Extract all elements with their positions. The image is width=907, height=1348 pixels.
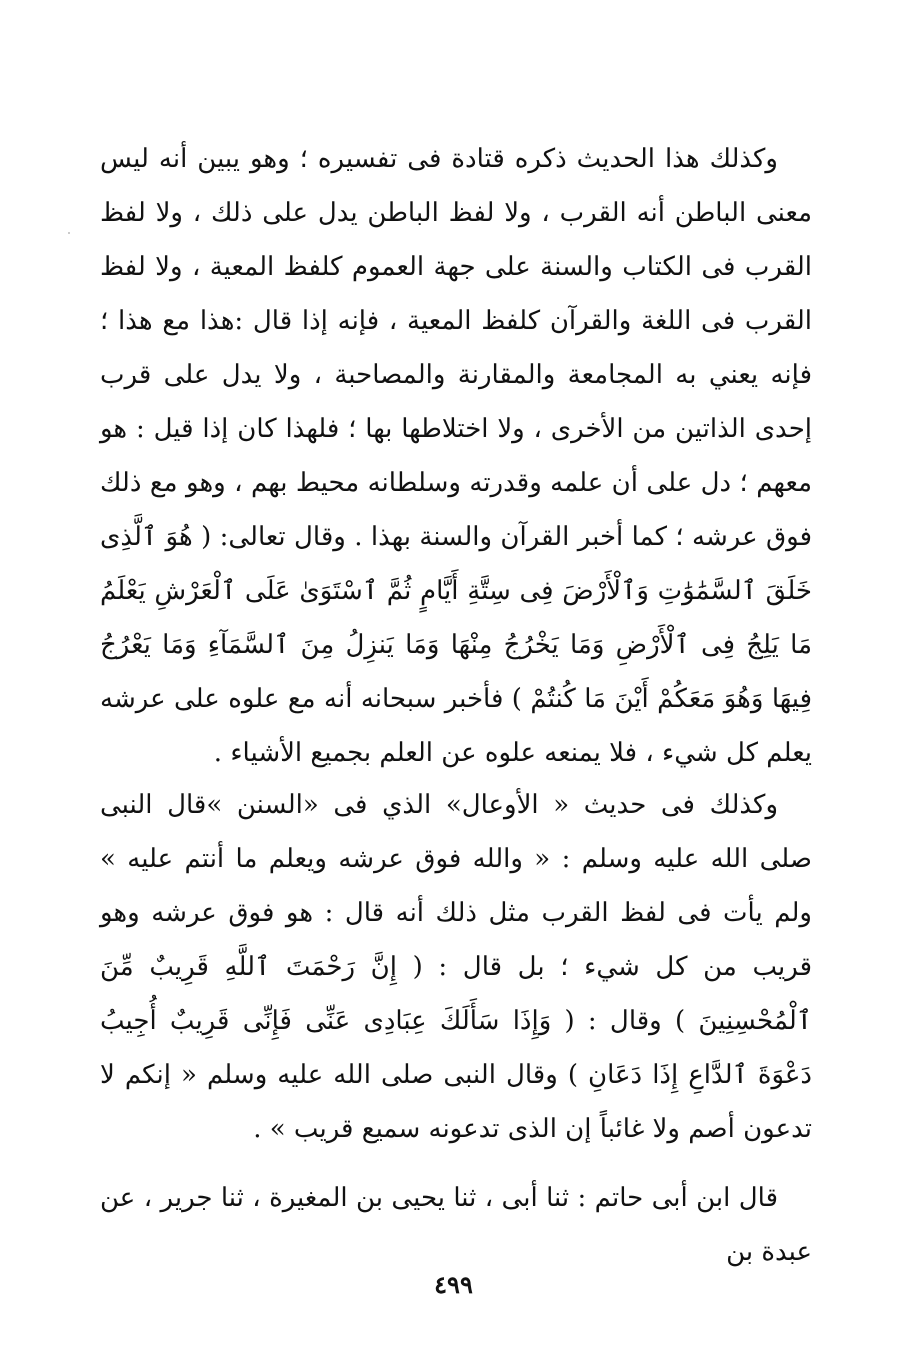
page-number: ٤٩٩: [434, 1270, 473, 1299]
paragraph-2-text: [100, 778, 812, 1156]
scan-speck: [68, 232, 70, 234]
paragraph-1-text: [100, 132, 812, 780]
paragraph-2-after: ) وقال النبى صلى الله عليه وسلم « إنكم لا تدعون أصم ولا غائباً إن الذى تدعونه سميع قريب » .: [100, 1060, 812, 1144]
quran-verse-2: إِنَّ رَحْمَتَ ٱللَّهِ قَرِيبٌ مِّنَ ٱلْمُحْسِنِينَ: [100, 952, 813, 1036]
paragraph-2-middle: ) وقال : (: [564, 1006, 686, 1036]
quran-verse-1: هُوَ ٱلَّذِى خَلَقَ ٱلسَّمَٰوَٰتِ وَٱلْأَرْضَ فِى سِتَّةِ أَيَّامٍ ثُمَّ ٱسْتَوَىٰ عَلَى ٱلْعَرْشِ يَعْلَمُ مَا يَلِجُ فِى ٱلْأَرْضِ وَمَا يَخْرُجُ مِنْهَا وَمَا يَنزِلُ مِنَ ٱلسَّمَآءِ وَمَا يَعْرُجُ فِيهَا وَهُوَ مَعَكُمْ أَيْنَ مَا كُنتُمْ: [100, 522, 813, 714]
quran-verse-3: وَإِذَا سَأَلَكَ عِبَادِى عَنِّى فَإِنِّى قَرِيبٌ أُجِيبُ دَعْوَةَ ٱلدَّاعِ إِذَا دَعَانِ: [100, 1006, 812, 1090]
paragraph-3-text: قال ابن أبى حاتم : ثنا أبى ، ثنا يحيى بن المغيرة ، ثنا جرير ، عن عبدة بن: [100, 1183, 812, 1267]
paragraph-1-after: ) فأخبر سبحانه أنه مع علوه على عرشه يعلم كل شيء ، فلا يمنعه علوه عن العلم بجميع الأشياء .: [100, 684, 812, 768]
paragraph-2: [100, 778, 812, 1156]
paragraph-1-before: وكذلك هذا الحديث ذكره قتادة فى تفسيره ؛ وهو يبين أنه ليس معنى الباطن أنه القرب ، ولا لفظ الباطن يدل على ذلك ، ولا لفظ القرب فى الكتاب والسنة على جهة العموم كلفظ المعية ، ولا لفظ القرب فى اللغة والقرآن كلفظ المعية ، فإنه إذا قال :هذا مع هذا ؛ فإنه يعني به المجامعة والمقارنة والمصاحبة ، ولا يدل على قرب إحدى الذاتين من الأخرى ، ولا اختلاطها بها ؛ فلهذا كان إذا قيل : هو معهم ؛ دل على أن علمه وقدرته وسلطانه محيط بهم ، وهو مع ذلك فوق عرشه ؛ كما أخبر القرآن والسنة بهذا . وقال تعالى: (: [100, 144, 813, 552]
paragraph-3: [100, 1171, 812, 1279]
paragraph-1: [100, 132, 812, 780]
paragraph-2-before: وكذلك فى حديث « الأوعال» الذي فى «السنن »قال النبى صلى الله عليه وسلم : « والله فوق عرشه ويعلم ما أنتم عليه » ولم يأت فى لفظ القرب مثل ذلك أنه قال : هو فوق عرشه وهو قريب من كل شيء ؛ بل قال : (: [100, 790, 813, 982]
